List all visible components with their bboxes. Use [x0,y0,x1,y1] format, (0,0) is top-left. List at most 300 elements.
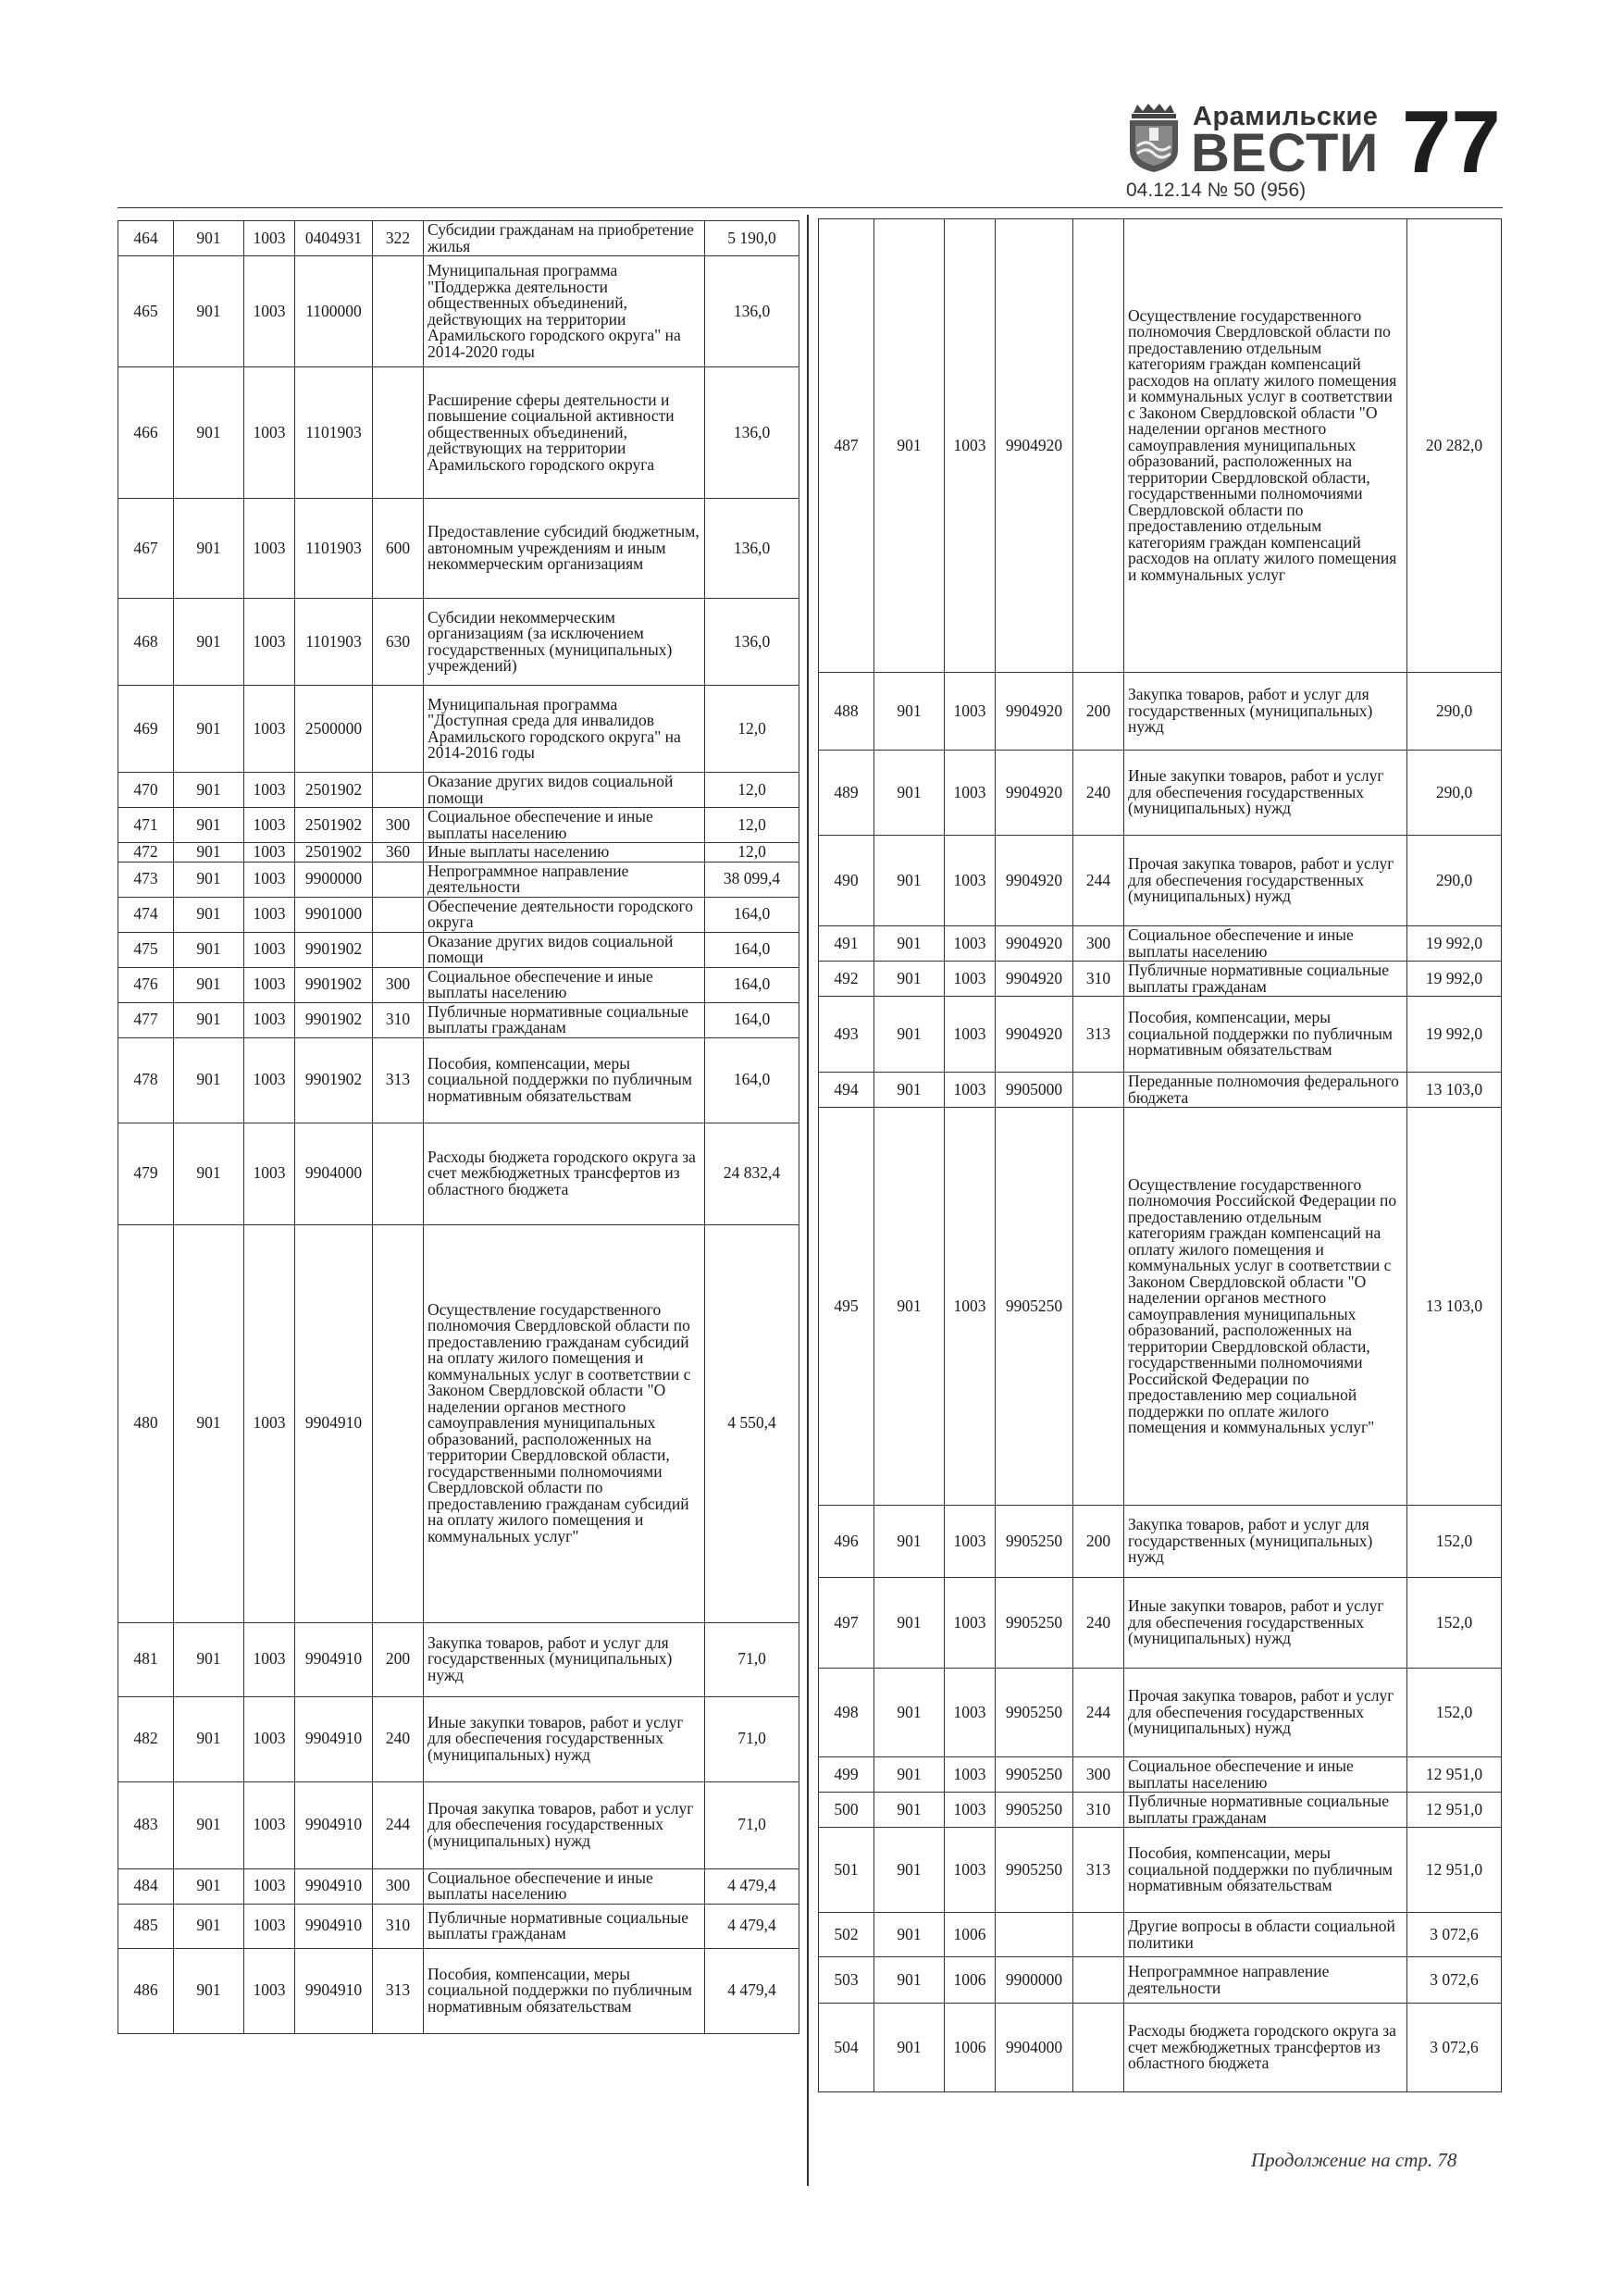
table-row [819,997,1502,1073]
amount-cell: 3 072,6 [1407,1957,1502,2004]
expense-type-cell [373,773,424,808]
row-number-cell: 486 [118,1948,174,2033]
description-cell: Непрограммное направление деятельности [424,862,705,897]
expense-type-cell [1073,1108,1124,1506]
target-article-cell: 2501902 [295,808,373,843]
table-row [819,751,1502,836]
description-cell: Другие вопросы в области социальной политики [1124,1913,1407,1957]
section-code-cell: 1003 [244,256,295,367]
row-number-cell: 488 [819,673,874,751]
amount-cell: 5 190,0 [705,221,799,256]
row-number-cell: 498 [819,1669,874,1757]
department-code-cell: 901 [874,1578,945,1669]
department-code-cell: 901 [874,1669,945,1757]
expense-type-cell [373,256,424,367]
expense-type-cell: 630 [373,599,424,686]
expense-type-cell [373,1123,424,1224]
amount-cell: 20 282,0 [1407,219,1502,673]
amount-cell: 136,0 [705,256,799,367]
section-code-cell: 1003 [244,808,295,843]
section-code-cell: 1003 [945,997,996,1073]
expense-type-cell: 310 [373,1002,424,1037]
row-number-cell: 484 [118,1868,174,1904]
description-cell: Муниципальная программа "Поддержка деятельности общественных объединений, действующих на территории Арамильского городского округа" на 2014-2020 годы [424,256,705,367]
expense-type-cell: 300 [373,808,424,843]
section-code-cell: 1003 [945,751,996,836]
expense-type-cell [373,686,424,773]
section-code-cell: 1003 [244,499,295,599]
table-row [118,897,799,932]
department-code-cell: 901 [874,1506,945,1578]
expense-type-cell: 313 [373,1037,424,1123]
table-row [819,1957,1502,2004]
amount-cell: 12 951,0 [1407,1828,1502,1913]
target-article-cell: 9904910 [295,1904,373,1948]
table-row [819,219,1502,673]
target-article-cell: 9904910 [295,1781,373,1868]
amount-cell: 4 550,4 [705,1224,799,1622]
target-article-cell: 9905250 [996,1578,1073,1669]
department-code-cell: 901 [174,808,244,843]
target-article-cell: 9901902 [295,932,373,967]
target-article-cell: 0404931 [295,221,373,256]
section-code-cell: 1003 [244,1696,295,1781]
description-cell: Прочая закупка товаров, работ и услуг для обеспечения государственных (муниципальных) нужд [1124,836,1407,926]
target-article-cell: 9904920 [996,751,1073,836]
amount-cell: 12,0 [705,686,799,773]
table-row [819,1669,1502,1757]
description-cell: Закупка товаров, работ и услуг для государственных (муниципальных) нужд [424,1622,705,1696]
row-number-cell: 471 [118,808,174,843]
row-number-cell: 467 [118,499,174,599]
section-code-cell: 1003 [945,673,996,751]
description-cell: Социальное обеспечение и иные выплаты населению [424,967,705,1002]
description-cell: Прочая закупка товаров, работ и услуг для обеспечения государственных (муниципальных) нужд [424,1781,705,1868]
table-row [118,843,799,863]
department-code-cell: 901 [174,1224,244,1622]
amount-cell: 4 479,4 [705,1868,799,1904]
amount-cell: 290,0 [1407,836,1502,926]
department-code-cell: 901 [874,1757,945,1793]
description-cell: Непрограммное направление деятельности [1124,1957,1407,2004]
table-row [118,1622,799,1696]
description-cell: Расходы бюджета городского округа за счет межбюджетных трансфертов из областного бюджета [424,1123,705,1224]
expense-type-cell: 313 [373,1948,424,2033]
department-code-cell: 901 [174,367,244,499]
department-code-cell: 901 [174,221,244,256]
expense-type-cell: 240 [1073,751,1124,836]
description-cell: Осуществление государственного полномочия Свердловской области по предоставлению отдельным категориям граждан компенсаций расходов на оплату жилого помещения и коммунальных услуг в соответствии с Законом Свердловской области "О наделении органов местного самоуправления муниципальных образований, расположенных на территории Свердловской области, государственными полномочиями Свердловской области по предоставлению отдельным категориям граждан компенсаций расходов на оплату жилого помещения и коммунальных услуг [1124,219,1407,673]
amount-cell: 290,0 [1407,751,1502,836]
description-cell: Публичные нормативные социальные выплаты гражданам [1124,1793,1407,1828]
table-row [118,367,799,499]
expense-type-cell [1073,1913,1124,1957]
budget-table-right [818,218,1502,2092]
table-row [819,1913,1502,1957]
target-article-cell: 1101903 [295,367,373,499]
amount-cell: 4 479,4 [705,1904,799,1948]
section-code-cell: 1003 [945,1828,996,1913]
row-number-cell: 496 [819,1506,874,1578]
section-code-cell: 1003 [244,1948,295,2033]
department-code-cell: 901 [874,751,945,836]
header-rule [118,207,1503,208]
department-code-cell: 901 [174,256,244,367]
amount-cell: 136,0 [705,599,799,686]
target-article-cell: 9904920 [996,836,1073,926]
amount-cell: 71,0 [705,1696,799,1781]
expense-type-cell [373,1224,424,1622]
department-code-cell: 901 [174,1002,244,1037]
description-cell: Иные выплаты населению [424,843,705,863]
row-number-cell: 499 [819,1757,874,1793]
amount-cell: 13 103,0 [1407,1073,1502,1108]
table-row [118,808,799,843]
amount-cell: 19 992,0 [1407,997,1502,1073]
section-code-cell: 1003 [244,221,295,256]
target-article-cell: 9904910 [295,1868,373,1904]
expense-type-cell: 200 [1073,1506,1124,1578]
table-row [819,1578,1502,1669]
newspaper-brand-top: Арамильские [1193,102,1379,131]
table-row [819,1108,1502,1506]
description-cell: Публичные нормативные социальные выплаты гражданам [424,1002,705,1037]
section-code-cell: 1003 [244,1781,295,1868]
row-number-cell: 464 [118,221,174,256]
amount-cell: 164,0 [705,932,799,967]
description-cell: Переданные полномочия федерального бюджета [1124,1073,1407,1108]
amount-cell: 136,0 [705,367,799,499]
amount-cell: 71,0 [705,1781,799,1868]
expense-type-cell: 240 [1073,1578,1124,1669]
row-number-cell: 493 [819,997,874,1073]
amount-cell: 19 992,0 [1407,926,1502,962]
department-code-cell: 901 [174,773,244,808]
amount-cell: 12,0 [705,808,799,843]
target-article-cell: 2501902 [295,843,373,863]
column-divider [807,215,809,2186]
description-cell: Обеспечение деятельности городского округа [424,897,705,932]
amount-cell: 13 103,0 [1407,1108,1502,1506]
amount-cell: 164,0 [705,897,799,932]
table-row [118,773,799,808]
amount-cell: 164,0 [705,1037,799,1123]
table-row [118,686,799,773]
target-article-cell: 9904000 [996,2004,1073,2092]
section-code-cell: 1003 [244,1224,295,1622]
expense-type-cell: 240 [373,1696,424,1781]
expense-type-cell [373,367,424,499]
row-number-cell: 476 [118,967,174,1002]
amount-cell: 71,0 [705,1622,799,1696]
row-number-cell: 500 [819,1793,874,1828]
amount-cell: 12,0 [705,843,799,863]
description-cell: Пособия, компенсации, меры социальной поддержки по публичным нормативным обязательствам [424,1948,705,2033]
city-coat-of-arms-logo [1124,102,1183,174]
row-number-cell: 472 [118,843,174,863]
row-number-cell: 483 [118,1781,174,1868]
table-row [819,836,1502,926]
department-code-cell: 901 [874,836,945,926]
row-number-cell: 468 [118,599,174,686]
expense-type-cell: 313 [1073,1828,1124,1913]
target-article-cell: 9905250 [996,1757,1073,1793]
row-number-cell: 465 [118,256,174,367]
amount-cell: 152,0 [1407,1669,1502,1757]
continuation-note: Продолжение на стр. 78 [1251,2149,1457,2171]
table-row [118,1781,799,1868]
table-row [819,1757,1502,1793]
row-number-cell: 477 [118,1002,174,1037]
description-cell: Муниципальная программа "Доступная среда для инвалидов Арамильского городского округа" на 2014-2016 годы [424,686,705,773]
amount-cell: 24 832,4 [705,1123,799,1224]
row-number-cell: 492 [819,962,874,997]
target-article-cell: 9905250 [996,1108,1073,1506]
target-article-cell: 9905250 [996,1793,1073,1828]
description-cell: Социальное обеспечение и иные выплаты населению [424,808,705,843]
expense-type-cell [1073,1073,1124,1108]
row-number-cell: 502 [819,1913,874,1957]
section-code-cell: 1003 [244,1123,295,1224]
section-code-cell: 1003 [244,599,295,686]
expense-type-cell: 310 [1073,1793,1124,1828]
description-cell: Закупка товаров, работ и услуг для государственных (муниципальных) нужд [1124,1506,1407,1578]
section-code-cell: 1003 [244,1622,295,1696]
target-article-cell: 9905250 [996,1828,1073,1913]
section-code-cell: 1003 [244,367,295,499]
row-number-cell: 473 [118,862,174,897]
expense-type-cell: 300 [1073,926,1124,962]
table-row [819,962,1502,997]
row-number-cell: 482 [118,1696,174,1781]
target-article-cell: 9900000 [295,862,373,897]
expense-type-cell: 244 [1073,836,1124,926]
row-number-cell: 503 [819,1957,874,2004]
section-code-cell: 1003 [945,1073,996,1108]
department-code-cell: 901 [874,997,945,1073]
section-code-cell: 1006 [945,1957,996,2004]
department-code-cell: 901 [874,1073,945,1108]
table-row [819,1828,1502,1913]
row-number-cell: 475 [118,932,174,967]
target-article-cell: 2501902 [295,773,373,808]
expense-type-cell [373,932,424,967]
section-code-cell: 1003 [945,1506,996,1578]
section-code-cell: 1003 [945,1757,996,1793]
department-code-cell: 901 [874,2004,945,2092]
section-code-cell: 1003 [244,1904,295,1948]
section-code-cell: 1003 [244,862,295,897]
description-cell: Оказание других видов социальной помощи [424,773,705,808]
table-row [118,1868,799,1904]
table-row [118,599,799,686]
description-cell: Осуществление государственного полномочия Свердловской области по предоставлению гражданам субсидий на оплату жилого помещения и коммунальных услуг в соответствии с Законом Свердловской области "О наделении органов местного самоуправления муниципальных образований, расположенных на территории Свердловской области, государственными полномочиями Свердловской области по предоставлению гражданам субсидий на оплату жилого помещения и коммунальных услуг" [424,1224,705,1622]
department-code-cell: 901 [174,599,244,686]
amount-cell: 3 072,6 [1407,1913,1502,1957]
amount-cell: 290,0 [1407,673,1502,751]
description-cell: Расходы бюджета городского округа за счет межбюджетных трансфертов из областного бюджета [1124,2004,1407,2092]
section-code-cell: 1003 [945,962,996,997]
row-number-cell: 497 [819,1578,874,1669]
expense-type-cell: 600 [373,499,424,599]
expense-type-cell: 300 [373,967,424,1002]
target-article-cell: 9904910 [295,1948,373,2033]
issue-date-number: 04.12.14 № 50 (956) [1126,180,1307,201]
target-article-cell: 1101903 [295,499,373,599]
department-code-cell: 901 [174,1868,244,1904]
page-number: 77 [1402,93,1501,192]
description-cell: Иные закупки товаров, работ и услуг для обеспечения государственных (муниципальных) нужд [1124,751,1407,836]
row-number-cell: 504 [819,2004,874,2092]
expense-type-cell [373,897,424,932]
description-cell: Расширение сферы деятельности и повышение социальной активности общественных объединений, действующих на территории Арамильского городского округа [424,367,705,499]
department-code-cell: 901 [874,962,945,997]
department-code-cell: 901 [874,1108,945,1506]
department-code-cell: 901 [874,673,945,751]
target-article-cell: 1100000 [295,256,373,367]
department-code-cell: 901 [174,1622,244,1696]
newspaper-brand-main: ВЕСТИ [1191,123,1380,183]
expense-type-cell [373,862,424,897]
section-code-cell: 1006 [945,1913,996,1957]
amount-cell: 12 951,0 [1407,1793,1502,1828]
target-article-cell: 9901000 [295,897,373,932]
description-cell: Субсидии гражданам на приобретение жилья [424,221,705,256]
amount-cell: 136,0 [705,499,799,599]
department-code-cell: 901 [174,1904,244,1948]
description-cell: Иные закупки товаров, работ и услуг для обеспечения государственных (муниципальных) нужд [1124,1578,1407,1669]
expense-type-cell: 200 [1073,673,1124,751]
target-article-cell: 9904920 [996,962,1073,997]
target-article-cell: 9900000 [996,1957,1073,2004]
target-article-cell: 9904910 [295,1696,373,1781]
department-code-cell: 901 [174,1696,244,1781]
target-article-cell: 9904920 [996,926,1073,962]
department-code-cell: 901 [174,932,244,967]
target-article-cell: 9905250 [996,1669,1073,1757]
description-cell: Предоставление субсидий бюджетным, автономным учреждениям и иным некоммерческим организациям [424,499,705,599]
table-row [118,1037,799,1123]
amount-cell: 152,0 [1407,1578,1502,1669]
expense-type-cell: 300 [373,1868,424,1904]
budget-table-left [118,220,799,2034]
section-code-cell: 1003 [244,967,295,1002]
table-row [118,1904,799,1948]
description-cell: Социальное обеспечение и иные выплаты населению [1124,1757,1407,1793]
table-row [819,926,1502,962]
target-article-cell: 1101903 [295,599,373,686]
target-article-cell: 9904910 [295,1622,373,1696]
table-row [819,2004,1502,2092]
row-number-cell: 480 [118,1224,174,1622]
section-code-cell: 1003 [244,686,295,773]
expense-type-cell [1073,219,1124,673]
expense-type-cell: 322 [373,221,424,256]
department-code-cell: 901 [174,1123,244,1224]
expense-type-cell: 300 [1073,1757,1124,1793]
row-number-cell: 479 [118,1123,174,1224]
row-number-cell: 494 [819,1073,874,1108]
amount-cell: 12,0 [705,773,799,808]
row-number-cell: 481 [118,1622,174,1696]
description-cell: Публичные нормативные социальные выплаты гражданам [424,1904,705,1948]
section-code-cell: 1003 [945,1578,996,1669]
department-code-cell: 901 [174,967,244,1002]
row-number-cell: 487 [819,219,874,673]
table-row [118,862,799,897]
description-cell: Субсидии некоммерческим организациям (за исключением государственных (муниципальных) учреждений) [424,599,705,686]
row-number-cell: 474 [118,897,174,932]
table-row [118,1224,799,1622]
amount-cell: 3 072,6 [1407,2004,1502,2092]
amount-cell: 164,0 [705,967,799,1002]
amount-cell: 4 479,4 [705,1948,799,2033]
description-cell: Социальное обеспечение и иные выплаты населению [1124,926,1407,962]
department-code-cell: 901 [174,686,244,773]
department-code-cell: 901 [174,1948,244,2033]
table-row [118,256,799,367]
description-cell: Пособия, компенсации, меры социальной поддержки по публичным нормативным обязательствам [1124,1828,1407,1913]
department-code-cell: 901 [874,1913,945,1957]
amount-cell: 164,0 [705,1002,799,1037]
department-code-cell: 901 [174,499,244,599]
section-code-cell: 1003 [244,773,295,808]
department-code-cell: 901 [874,926,945,962]
table-row [118,1002,799,1037]
target-article-cell: 9901902 [295,967,373,1002]
description-cell: Прочая закупка товаров, работ и услуг для обеспечения государственных (муниципальных) нужд [1124,1669,1407,1757]
amount-cell: 19 992,0 [1407,962,1502,997]
department-code-cell: 901 [174,862,244,897]
description-cell: Закупка товаров, работ и услуг для государственных (муниципальных) нужд [1124,673,1407,751]
expense-type-cell [1073,2004,1124,2092]
target-article-cell: 9901902 [295,1002,373,1037]
description-cell: Пособия, компенсации, меры социальной поддержки по публичным нормативным обязательствам [424,1037,705,1123]
target-article-cell: 2500000 [295,686,373,773]
target-article-cell: 9905250 [996,1506,1073,1578]
department-code-cell: 901 [174,897,244,932]
amount-cell: 12 951,0 [1407,1757,1502,1793]
row-number-cell: 501 [819,1828,874,1913]
row-number-cell: 489 [819,751,874,836]
row-number-cell: 466 [118,367,174,499]
expense-type-cell: 200 [373,1622,424,1696]
expense-type-cell [1073,1957,1124,2004]
row-number-cell: 495 [819,1108,874,1506]
table-row [118,499,799,599]
table-row [118,1123,799,1224]
table-row [118,1696,799,1781]
department-code-cell: 901 [174,1781,244,1868]
section-code-cell: 1003 [244,932,295,967]
row-number-cell: 490 [819,836,874,926]
section-code-cell: 1003 [945,836,996,926]
table-row [819,1073,1502,1108]
target-article-cell: 9904920 [996,997,1073,1073]
section-code-cell: 1003 [945,1669,996,1757]
table-row [819,1793,1502,1828]
row-number-cell: 491 [819,926,874,962]
description-cell: Публичные нормативные социальные выплаты гражданам [1124,962,1407,997]
target-article-cell: 9901902 [295,1037,373,1123]
department-code-cell: 901 [874,1793,945,1828]
target-article-cell: 9905000 [996,1073,1073,1108]
row-number-cell: 469 [118,686,174,773]
department-code-cell: 901 [174,843,244,863]
amount-cell: 38 099,4 [705,862,799,897]
section-code-cell: 1003 [945,926,996,962]
section-code-cell: 1003 [244,1002,295,1037]
